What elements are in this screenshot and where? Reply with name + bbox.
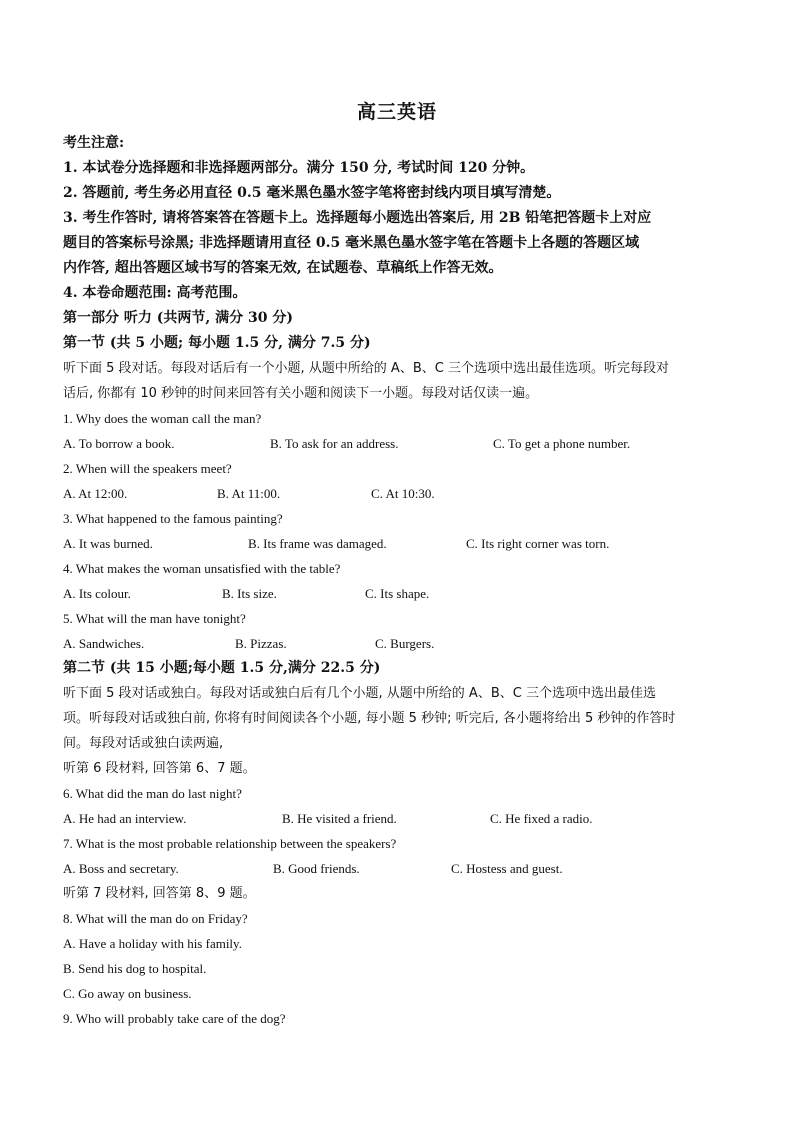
option-b: B. To ask for an address. xyxy=(270,436,399,451)
option-c: C. Its right corner was torn. xyxy=(466,536,610,551)
option-b: B. Pizzas. xyxy=(235,636,287,651)
option-a: A. At 12:00. xyxy=(63,486,128,501)
notice-item: 3. 考生作答时, 请将答案答在答题卡上。选择题每小题选出答案后, 用 2B 铅笔把答题卡上对应 xyxy=(63,210,652,226)
option-c: C. Burgers. xyxy=(375,636,435,651)
section-instructions: 听下面 5 段对话或独白。每段对话或独白后有几个小题, 从题中所给的 A、B、C 三个选项中选出最佳选 xyxy=(63,686,656,701)
options-3 xyxy=(63,531,733,556)
option-c: C. To get a phone number. xyxy=(493,436,631,451)
option-b: B. Its size. xyxy=(222,586,277,601)
question-6: 6. What did the man do last night? xyxy=(63,786,242,801)
option-c: C. Go away on business. xyxy=(63,986,192,1001)
option-c: C. Hostess and guest. xyxy=(451,861,563,876)
section-heading: 第一节 (共 5 小题; 每小题 1.5 分, 满分 7.5 分) xyxy=(63,335,371,351)
question-1: 1. Why does the woman call the man? xyxy=(63,411,262,426)
option-b: B. Its frame was damaged. xyxy=(248,536,387,551)
options-6 xyxy=(63,806,733,831)
options-2 xyxy=(63,481,733,506)
option-c: C. He fixed a radio. xyxy=(490,811,593,826)
question-2: 2. When will the speakers meet? xyxy=(63,461,232,476)
notice-item: 内作答, 超出答题区域书写的答案无效, 在试题卷、草稿纸上作答无效。 xyxy=(63,260,503,276)
material-note: 听第 7 段材料, 回答第 8、9 题。 xyxy=(63,886,256,901)
notice-item: 题目的答案标号涂黑; 非选择题请用直径 0.5 毫米黑色墨水签字笔在答题卡上各题的答题区域 xyxy=(63,235,640,251)
section-instructions: 话后, 你都有 10 秒钟的时间来回答有关小题和阅读下一小题。每段对话仅读一遍。 xyxy=(63,386,539,401)
section-instructions: 间。每段对话或独白读两遍, xyxy=(63,736,224,751)
material-note: 听第 6 段材料, 回答第 6、7 题。 xyxy=(63,761,256,776)
option-a: A. Sandwiches. xyxy=(63,636,145,651)
notice-item: 4. 本卷命题范围: 高考范围。 xyxy=(63,285,247,301)
option-b: B. He visited a friend. xyxy=(282,811,397,826)
page-title: 高三英语 xyxy=(356,101,437,123)
section-heading: 第二节 (共 15 小题;每小题 1.5 分,满分 22.5 分) xyxy=(63,660,381,676)
notice-heading: 考生注意: xyxy=(63,135,125,151)
option-b: B. Send his dog to hospital. xyxy=(63,961,207,976)
question-3: 3. What happened to the famous painting? xyxy=(63,511,283,526)
options-4 xyxy=(63,581,733,606)
section-instructions: 项。听每段对话或独白前, 你将有时间阅读各个小题, 每小题 5 秒钟; 听完后, 各小题将给出 5 秒钟的作答时 xyxy=(63,711,676,726)
option-a: A. Its colour. xyxy=(63,586,131,601)
options-5 xyxy=(63,631,733,656)
question-9: 9. Who will probably take care of the dog? xyxy=(63,1011,286,1026)
question-5: 5. What will the man have tonight? xyxy=(63,611,246,626)
part-heading: 第一部分 听力 (共两节, 满分 30 分) xyxy=(63,310,293,326)
option-c: C. At 10:30. xyxy=(371,486,435,501)
options-1 xyxy=(63,431,733,456)
question-7: 7. What is the most probable relationship between the speakers? xyxy=(63,836,397,851)
option-a: A. He had an interview. xyxy=(63,811,187,826)
question-4: 4. What makes the woman unsatisfied with the table? xyxy=(63,561,341,576)
option-a: A. To borrow a book. xyxy=(63,436,175,451)
options-7 xyxy=(63,856,733,881)
notice-item: 1. 本试卷分选择题和非选择题两部分。满分 150 分, 考试时间 120 分钟。 xyxy=(63,160,535,176)
question-8: 8. What will the man do on Friday? xyxy=(63,911,248,926)
option-a: A. Boss and secretary. xyxy=(63,861,179,876)
option-b: B. At 11:00. xyxy=(217,486,281,501)
option-a: A. Have a holiday with his family. xyxy=(63,936,242,951)
option-b: B. Good friends. xyxy=(273,861,360,876)
exam-content xyxy=(63,131,733,1031)
option-a: A. It was burned. xyxy=(63,536,153,551)
notice-item: 2. 答题前, 考生务必用直径 0.5 毫米黑色墨水签字笔将密封线内项目填写清楚。 xyxy=(63,185,561,201)
option-c: C. Its shape. xyxy=(365,586,430,601)
section-instructions: 听下面 5 段对话。每段对话后有一个小题, 从题中所给的 A、B、C 三个选项中选出最佳选项。听完每段对 xyxy=(63,361,669,376)
